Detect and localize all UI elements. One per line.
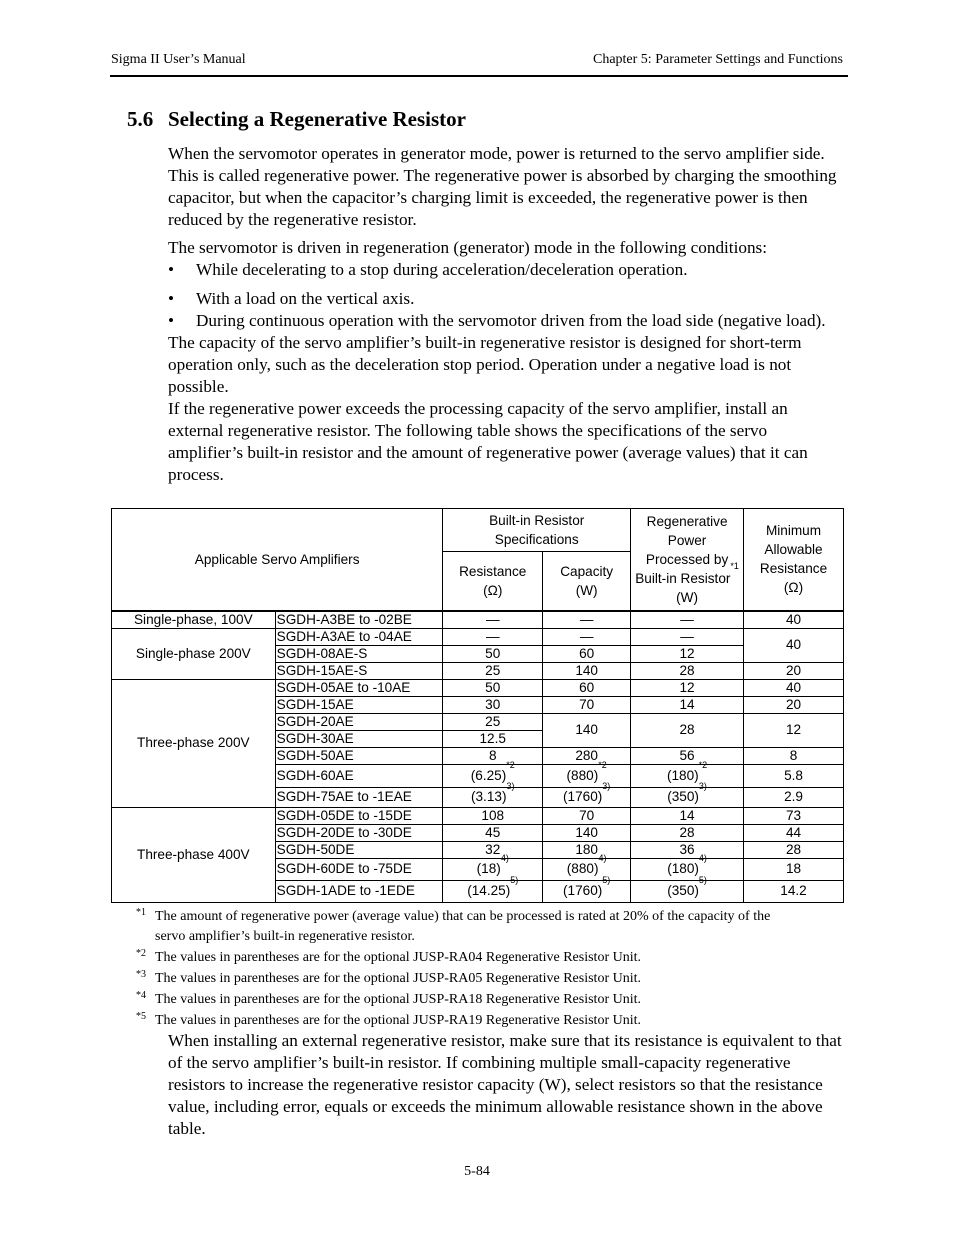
- min-resistance-cell: 12: [744, 713, 844, 747]
- header-min-text: Minimum Allowable Resistance: [759, 523, 828, 577]
- regen-power-cell: 14: [631, 696, 744, 713]
- resistance-cell: 108: [443, 807, 543, 824]
- min-resistance-cell: 20: [744, 662, 844, 679]
- footnote-2: [136, 948, 776, 968]
- footnote-mark: *3: [136, 969, 146, 980]
- regen-power-cell: 28: [631, 662, 744, 679]
- footnote-mark: *5: [136, 1011, 146, 1022]
- min-resistance-cell: 20: [744, 696, 844, 713]
- resistance-cell: 50: [443, 679, 543, 696]
- header-resistance-unit: (Ω): [483, 582, 503, 598]
- resistance-cell: [443, 875, 543, 902]
- page-number: 5-84: [464, 1164, 490, 1179]
- footnote-mark: *4: [136, 990, 146, 1001]
- capacity-cell: —: [543, 611, 631, 629]
- capacity-cell: 60: [543, 645, 631, 662]
- regenerative-resistor-table: [111, 508, 844, 903]
- capacity-cell: 140: [543, 713, 631, 747]
- capacity-cell: 140: [543, 824, 631, 841]
- footnote-text: The values in parentheses are for the optional JUSP-RA05 Regenerative Resistor Unit.: [155, 971, 641, 986]
- header-capacity: [543, 552, 631, 611]
- paragraph-conditions: The servomotor is driven in regeneration (generator) mode in the following conditions:: [168, 238, 768, 257]
- header-regenerative-power: [631, 509, 744, 611]
- capacity-cell: 60: [543, 679, 631, 696]
- regen-power-cell: 28: [631, 824, 744, 841]
- resistance-cell: 32: [443, 841, 543, 858]
- running-header-right: Chapter 5: Parameter Settings and Functions: [592, 52, 843, 67]
- footnote-ref: 3): [506, 781, 515, 791]
- footnote-ref: 3): [698, 781, 707, 791]
- model-cell: SGDH-08AE-S: [275, 645, 443, 662]
- value-text: (1760): [563, 883, 603, 898]
- header-capacity-unit: (W): [575, 582, 598, 598]
- resistance-cell: [443, 759, 543, 787]
- model-cell: SGDH-A3BE to -02BE: [275, 611, 443, 629]
- value-text: (14.25): [467, 883, 511, 898]
- intro-block: [168, 143, 844, 231]
- model-cell: SGDH-75AE to -1EAE: [275, 787, 443, 807]
- footnote-5: [136, 1011, 776, 1031]
- capacity-cell: 70: [543, 696, 631, 713]
- footnote-3: [136, 969, 776, 989]
- paragraph-capacity: The capacity of the servo amplifier’s built-in regenerative resistor is designed for short-term operation only, such as the deceleration stop period. Operation under a negative load is not possible.: [168, 333, 802, 396]
- footnote-ref: 4): [698, 853, 707, 863]
- footnote-ref: 4): [598, 853, 607, 863]
- resistance-cell: [443, 781, 543, 807]
- regen-power-cell: [631, 853, 744, 880]
- capacity-cell: [543, 875, 631, 902]
- footnote-ref: *2: [598, 759, 607, 770]
- regen-power-cell: [631, 759, 744, 787]
- list-item: • While decelerating to a stop during acceleration/deceleration operation.: [168, 259, 844, 281]
- capacity-cell: 180: [543, 841, 631, 858]
- resistance-cell: —: [443, 628, 543, 645]
- model-cell: SGDH-30AE: [275, 730, 443, 747]
- regen-power-cell: 12: [631, 679, 744, 696]
- header-builtin-resistor: Built-in Resistor Specifications: [443, 509, 631, 552]
- model-cell: SGDH-60AE: [275, 764, 443, 787]
- footnote-text: The values in parentheses are for the optional JUSP-RA04 Regenerative Resistor Unit.: [155, 950, 641, 965]
- group-label: Single-phase, 100V: [112, 611, 276, 629]
- value-text: (180): [667, 861, 699, 876]
- group-label: Three-phase 400V: [112, 807, 276, 902]
- min-resistance-cell: 18: [744, 858, 844, 880]
- resistance-cell: 50: [443, 645, 543, 662]
- model-cell: SGDH-20DE to -30DE: [275, 824, 443, 841]
- model-cell: SGDH-1ADE to -1EDE: [275, 880, 443, 902]
- min-resistance-cell: 8: [744, 747, 844, 764]
- footnote-text: The values in parentheses are for the optional JUSP-RA18 Regenerative Resistor Unit.: [155, 992, 641, 1007]
- regen-power-cell: —: [631, 611, 744, 629]
- capacity-cell: 280: [543, 747, 631, 764]
- footnote-ref: 5): [510, 875, 519, 885]
- conditions-list: [168, 259, 844, 332]
- model-cell: SGDH-50AE: [275, 747, 443, 764]
- footnote-ref: 5): [698, 875, 707, 885]
- resistance-cell: 8: [443, 747, 543, 764]
- footnote-mark: *2: [136, 948, 146, 959]
- model-cell: SGDH-A3AE to -04AE: [275, 628, 443, 645]
- capacity-cell: —: [543, 628, 631, 645]
- capacity-cell: 140: [543, 662, 631, 679]
- header-min-unit: (Ω): [783, 580, 804, 596]
- min-resistance-cell: 5.8: [744, 764, 844, 787]
- min-resistance-cell: 73: [744, 807, 844, 824]
- list-item: • With a load on the vertical axis.: [168, 288, 844, 310]
- value-text: (6.25): [470, 767, 507, 783]
- value-text: (350): [667, 883, 699, 898]
- header-rule: [110, 75, 848, 77]
- model-cell: SGDH-05DE to -15DE: [275, 807, 443, 824]
- resistance-cell: 30: [443, 696, 543, 713]
- list-item: • During continuous operation with the servomotor driven from the load side (negative load).: [168, 310, 844, 332]
- section-title: Selecting a Regenerative Resistor: [168, 107, 466, 131]
- regen-power-cell: 12: [631, 645, 744, 662]
- footnote-ref: *2: [506, 759, 515, 770]
- model-cell: SGDH-50DE: [275, 841, 443, 858]
- footnote-ref: 3): [602, 781, 611, 791]
- model-cell: SGDH-15AE-S: [275, 662, 443, 679]
- regen-power-cell: 56: [631, 747, 744, 764]
- header-resistance-text: Resistance: [459, 563, 527, 579]
- paragraph-external-resistor: If the regenerative power exceeds the processing capacity of the servo amplifier, install an external regenerative resistor. The following table shows the specifications of the servo amplifier’s built-in resistor and the amount of regenerative power (average values) that it can process.: [168, 399, 808, 484]
- min-resistance-cell: 40: [744, 611, 844, 629]
- model-cell: SGDH-20AE: [275, 713, 443, 730]
- running-header-left: Sigma II User’s Manual: [111, 52, 246, 67]
- header-resistance: [443, 552, 543, 611]
- header-min-allowable-resistance: [744, 509, 844, 611]
- min-resistance-cell: 40: [744, 628, 844, 662]
- value-text: (880): [566, 767, 599, 783]
- footnote-ref: *1: [730, 560, 739, 571]
- section-heading: [127, 107, 466, 132]
- resistance-cell: [443, 853, 543, 880]
- capacity-cell: 70: [543, 807, 631, 824]
- value-text: (180): [666, 767, 699, 783]
- footnote-4: [136, 990, 776, 1010]
- regen-power-cell: [631, 875, 744, 902]
- model-cell: SGDH-15AE: [275, 696, 443, 713]
- min-resistance-cell: 28: [744, 841, 844, 858]
- conditions-block: [168, 237, 844, 486]
- capacity-cell: [543, 853, 631, 880]
- value-text: (3.13): [470, 789, 507, 804]
- table-row: [112, 611, 844, 629]
- footnote-ref: 5): [602, 875, 611, 885]
- resistance-cell: 12.5: [443, 730, 543, 747]
- min-resistance-cell: 2.9: [744, 787, 844, 807]
- footnote-mark: *1: [136, 907, 146, 918]
- group-label: Single-phase 200V: [112, 628, 276, 679]
- table-row: [112, 628, 844, 645]
- header-applicable-amplifiers: Applicable Servo Amplifiers: [112, 509, 443, 611]
- resistance-cell: 45: [443, 824, 543, 841]
- resistance-cell: 25: [443, 662, 543, 679]
- paragraph-installation-note: When installing an external regenerative resistor, make sure that its resistance is equivalent to that of the servo amplifier’s built-in resistor. If combining multiple small-capacity regenerative resistors to increase the regenerative resistor capacity (W), select resistors so that the resistance value, including error, equals or exceeds the minimum allowable resistance shown in the above table.: [168, 1031, 842, 1138]
- resistance-cell: 25: [443, 713, 543, 730]
- model-cell: SGDH-60DE to -75DE: [275, 858, 443, 880]
- min-resistance-cell: 44: [744, 824, 844, 841]
- table-row: [112, 679, 844, 696]
- table-row: [112, 807, 844, 824]
- header-capacity-text: Capacity: [560, 563, 614, 579]
- footnote-ref: 4): [500, 853, 509, 863]
- footnote-ref: *2: [698, 759, 708, 770]
- group-label: Three-phase 200V: [112, 679, 276, 807]
- capacity-cell: [543, 759, 631, 787]
- footnotes: [136, 907, 776, 1032]
- footnote-text: The amount of regenerative power (average value) that can be processed is rated at 20% of the capacity of the servo amplifier’s built-in regenerative resistor.: [155, 909, 771, 944]
- regen-power-cell: 36: [631, 841, 744, 858]
- resistance-cell: —: [443, 611, 543, 629]
- regen-power-cell: [631, 781, 744, 807]
- header-regen-text: Regenerative Power Processed by Built-in Resistor: [635, 513, 731, 586]
- value-text: (350): [667, 789, 699, 804]
- value-text: (1760): [563, 789, 603, 804]
- footnote-1: [136, 907, 776, 947]
- regen-power-cell: 28: [631, 713, 744, 747]
- section-number: 5.6: [127, 107, 154, 131]
- min-resistance-cell: 14.2: [744, 880, 844, 902]
- header-regen-unit: (W): [676, 589, 699, 605]
- min-resistance-cell: 40: [744, 679, 844, 696]
- value-text: (880): [566, 861, 599, 876]
- value-text: (18): [476, 861, 501, 876]
- regen-power-cell: 14: [631, 807, 744, 824]
- capacity-cell: [543, 781, 631, 807]
- model-cell: SGDH-05AE to -10AE: [275, 679, 443, 696]
- regen-power-cell: —: [631, 628, 744, 645]
- footnote-text: The values in parentheses are for the optional JUSP-RA19 Regenerative Resistor Unit.: [155, 1013, 641, 1028]
- paragraph-regenerative-power: When the servomotor operates in generator mode, power is returned to the servo amplifier side. This is called regenerative power. The regenerative power is absorbed by charging the smoothing capacitor, but when the capacitor’s charging limit is exceeded, the regenerative power is then reduced by the regenerative resistor.: [168, 144, 837, 229]
